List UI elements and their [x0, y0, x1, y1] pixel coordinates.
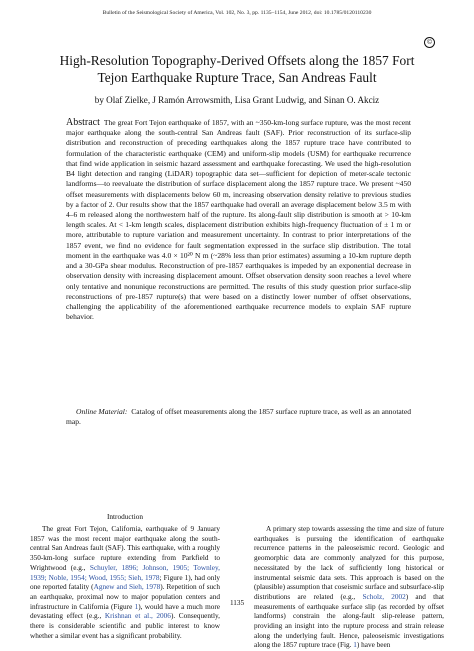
body-text: ). Consequently, there is considerable scientific and public interest to know whether a similar event has a significant probability.	[30, 612, 220, 640]
body-text: ) have been	[356, 641, 391, 650]
body-text: ), would have a much more devastating effect (e.g.,	[30, 602, 220, 621]
citation-link[interactable]: Krishnan et al., 2006	[104, 612, 171, 621]
abstract	[66, 118, 411, 322]
citation-link[interactable]: 1	[353, 641, 357, 650]
left-column-paragraph	[30, 525, 220, 641]
citation-link[interactable]: 1	[134, 602, 139, 611]
body-text: ; Figure 1), had only one reported fatality (	[30, 573, 220, 592]
body-text: ) and that measurements of earthquake surface slip (as recorded by offset landforms) constrain the along-fault slip-release pattern, providing an insight into the rupture process and strain release along the underlying fault. Hence, paleoseismic investigations along the 1857 rupture trace (Fig.	[254, 592, 444, 650]
copyright-icon: ©	[424, 37, 435, 48]
left-column	[30, 525, 220, 641]
article-title	[20, 52, 454, 86]
body-text: ). Repetition of such an earthquake, proximal now to major population centers and infrastructure in California (Figure	[30, 583, 220, 611]
running-head: Bulletin of the Seismological Society of America, Vol. 102, No. 3, pp. 1135–1154, June 2012, doi: 10.1785/0120110230	[102, 10, 372, 16]
body-text: A primary step towards assessing the time and size of future earthquakes is pursuing the identification of earthquake recurrence patterns in the paleoseismic record. Geologic and geomorphic data are commonly analyzed for this purpose, necessitated by the lack of sufficiently long historical or instrumental seismic data sets. This approach is based on the (plausible) assumption that coseismic surface and subsurface-slip distributions are related (e.g.,	[254, 525, 444, 601]
citation-link[interactable]: Agnew and Sieh, 1978	[93, 583, 161, 592]
right-column-paragraph	[254, 525, 444, 651]
citation-link[interactable]: Scholz, 2002	[362, 592, 406, 601]
abstract-label: Abstract	[66, 117, 100, 128]
citation-link[interactable]: Schuyler, 1896; Johnson, 1905; Townley, 1939; Noble, 1954; Wood, 1955; Sieh, 1978	[30, 563, 220, 582]
title-line-1: High-Resolution Topography-Derived Offsets along the 1857 Fort	[59, 53, 415, 68]
online-material	[66, 407, 411, 427]
online-material-label: Online Material:	[76, 407, 128, 416]
right-column	[254, 525, 444, 651]
page-number: 1135	[229, 599, 245, 607]
section-heading: Introduction	[106, 512, 144, 521]
abstract-text: The great Fort Tejon earthquake of 1857, with an ~350-km-long surface rupture, was the most recent major earthquake along the south-central San Andreas fault (SAF). Prior reconstruction of its surface-slip distribution and reconstruction of preceding earthquakes along the 1857 rupture trace have contributed to formulation of the characteristic earthquake (CEM) and uniform-slip models (USM) for earthquake recurrence that find wide application in seismic hazard assessment and earthquake forecasting. We used the high-resolution B4 light detection and ranging (LiDAR) topographic data set—sufficient for depiction of meter-scale tectonic landforms—to reevaluate the distribution of surface displacement along the 1857 rupture trace. We present ~450 offset measurements with displacements below 60 m, increasing observation density relative to previous studies by a factor of 2. Our results show that the 1857 earthquake had overall an average displacement below 3.5 m with 4–6 m released along the northwestern half of the rupture. Its along-fault slip distribution is smooth at > 10-km length scales. At < 1-km length scales, displacement distribution exhibits high-frequency fluctuation of ± 1 m or more, attributable to rupture variation and measurement uncertainty. In contrast to prior interpretations of the 1857 event, we find no evidence for fault segmentation expressed in the surface slip distribution. The total moment in the earthquake was 4.0 × 10²⁰ N m (~28% less than prior estimates) assuming a 10-km rupture depth and a 30-GPa shear modulus. Reconstruction of pre-1857 earthquakes is impeded by an exponential decrease in observation density with increasing displacement amount. Offset observation density soon reaches a level where only tentative and nonunique reconstructions are permitted. The results of this study question prior surface-slip reconstructions of pre-1857 rupture(s) that were based on a distinctly lower number of offset observations, challenging the applicability of the aforementioned earthquake recurrence models to explain SAF rupture behavior.	[66, 118, 411, 322]
author-list: by Olaf Zielke, J Ramón Arrowsmith, Lisa Grant Ludwig, and Sinan O. Akciz	[94, 95, 380, 105]
online-material-text: Catalog of offset measurements along the 1857 surface rupture trace, as well as an annotated map.	[66, 407, 411, 427]
title-line-2: Tejon Earthquake Rupture Trace, San Andreas Fault	[97, 70, 377, 85]
body-text: The great Fort Tejon, California, earthquake of 9 January 1857 was the most recent major earthquake along the south-central San Andreas fault (SAF). This earthquake, with a roughly 350-km-long surface rupture extending from Parkfield to Wrightwood (e.g.,	[30, 525, 220, 572]
